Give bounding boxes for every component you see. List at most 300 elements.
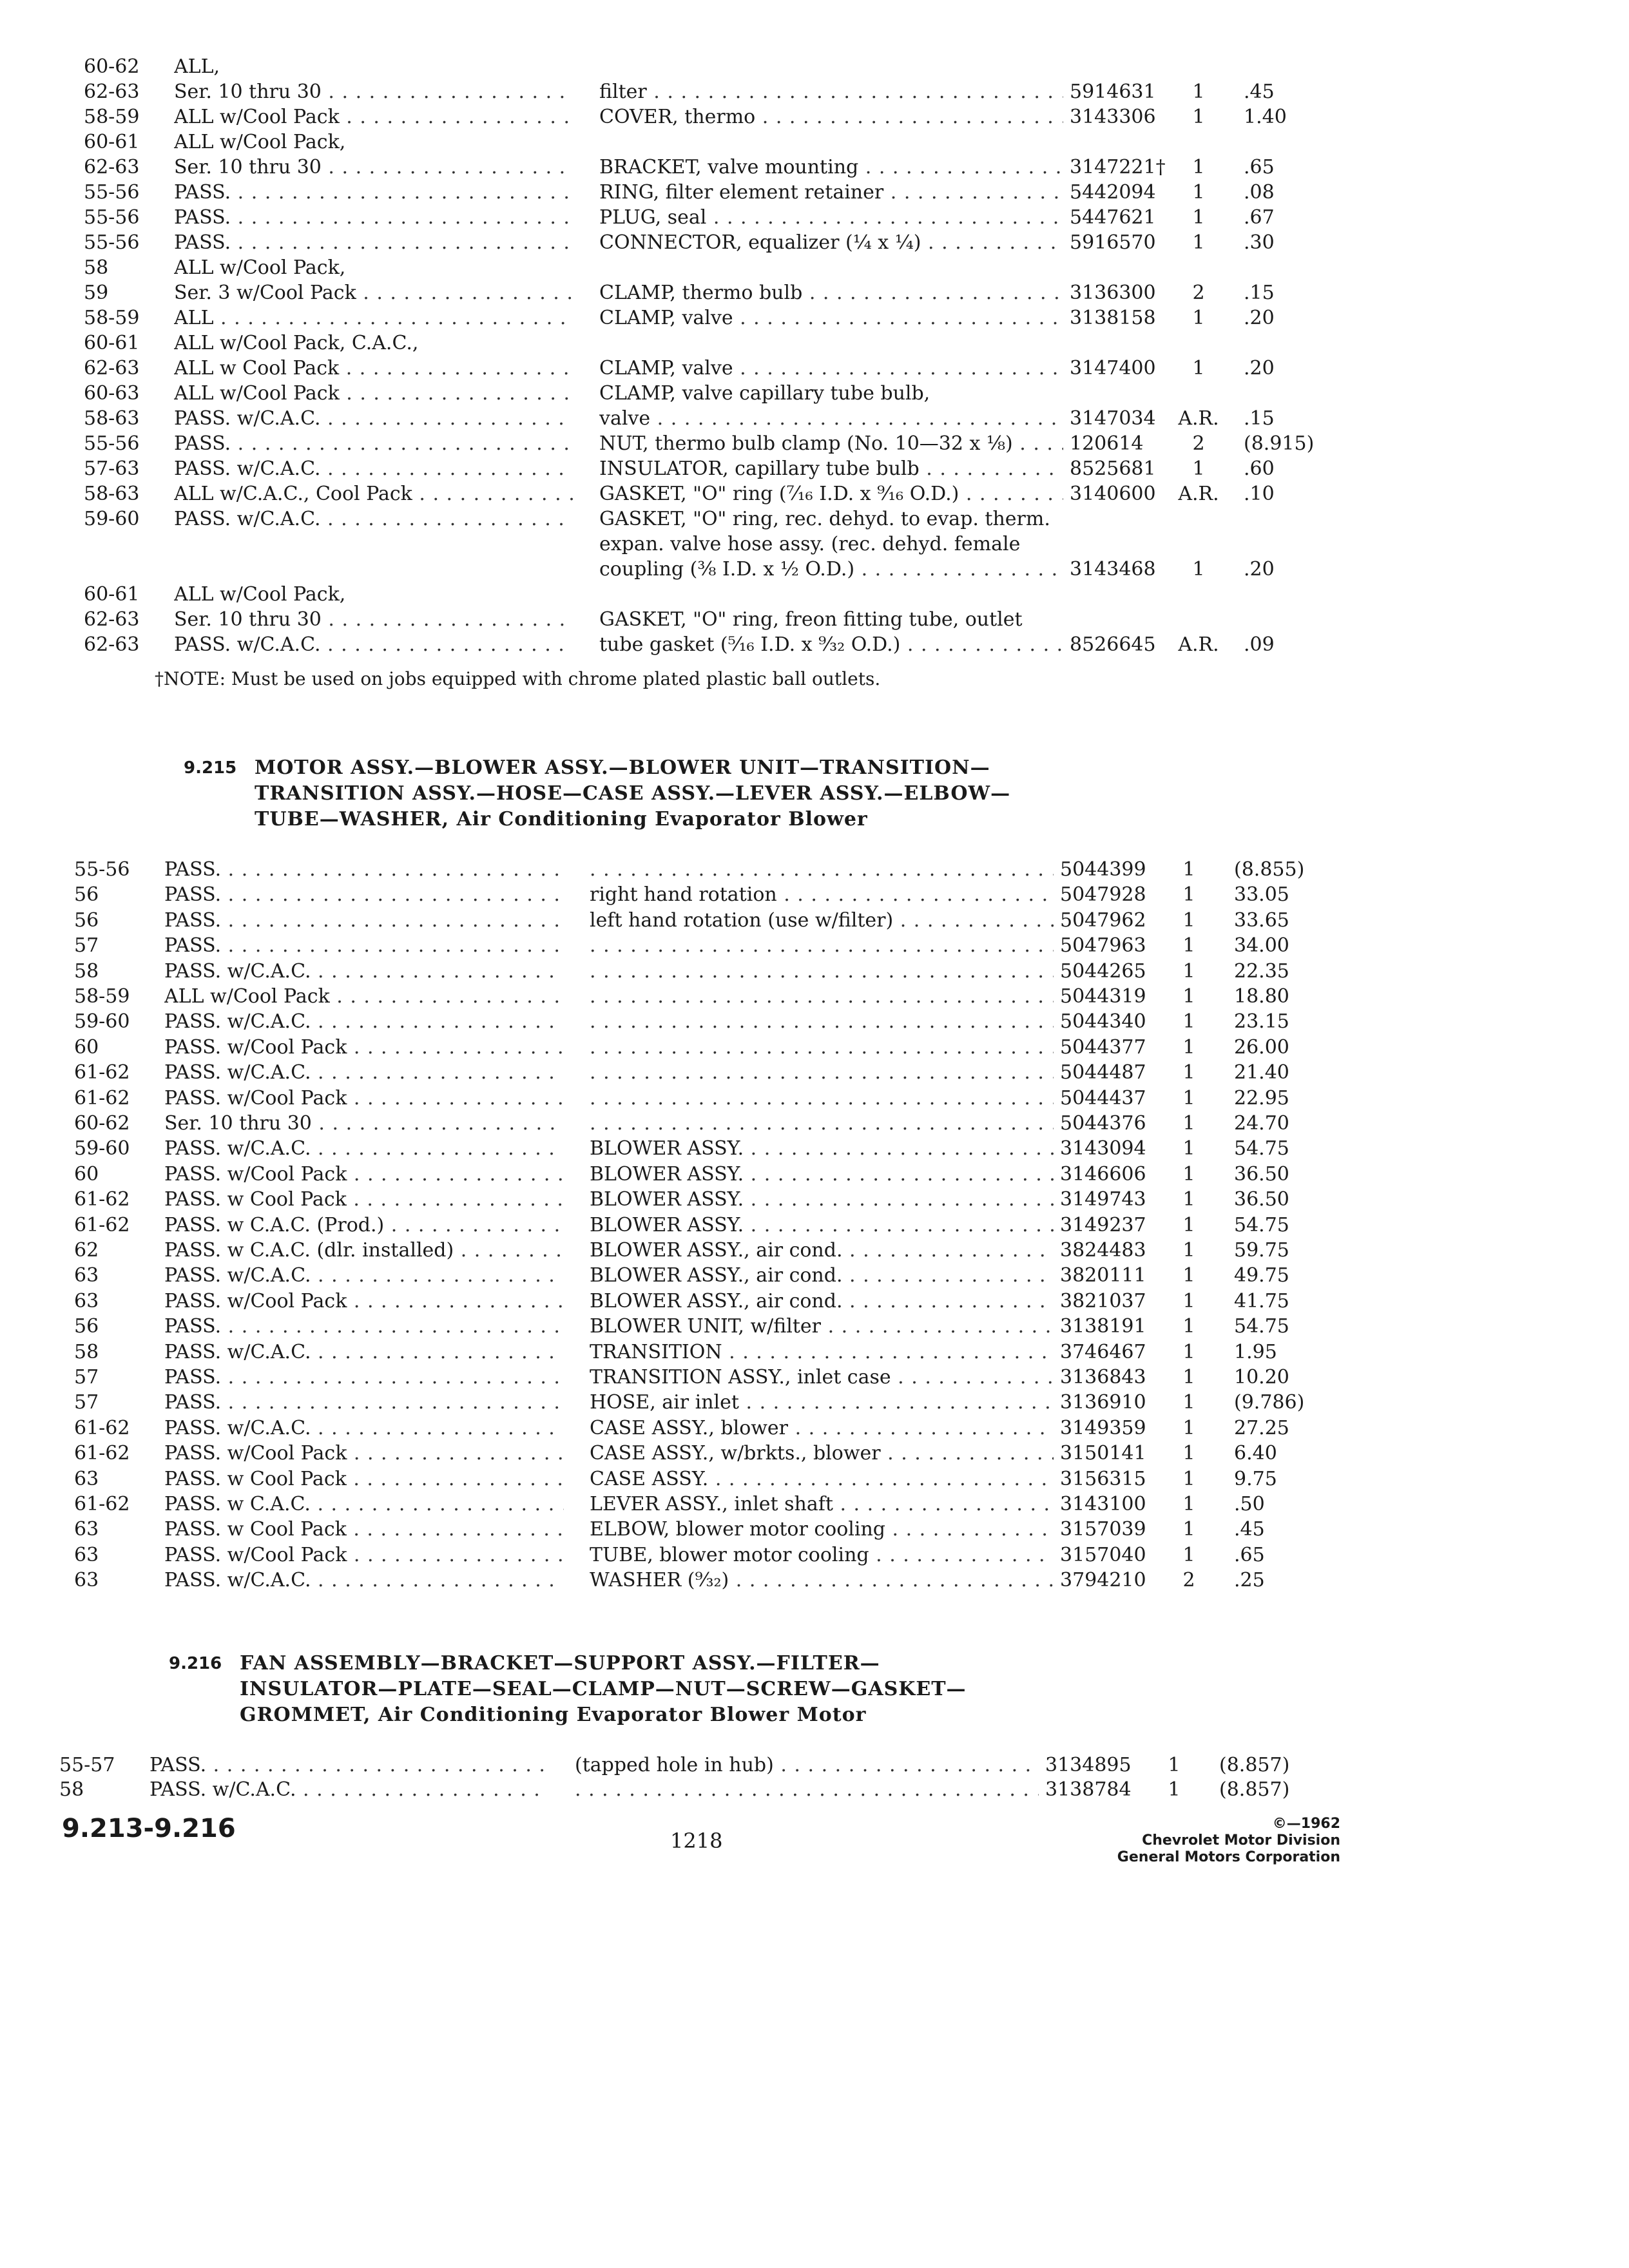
description: left hand rotation (use w/filter) . . . [590,908,1054,934]
quantity: 1 [1182,1442,1195,1465]
section-heading-line-3: GROMMET, Air Conditioning Evaporator Blower Motor [240,1704,867,1726]
model-years: 60-61 [84,332,140,354]
quantity: 1 [1168,1778,1181,1801]
quantity: 1 [1182,1264,1195,1287]
part-number: 3147034 [1070,407,1156,430]
table-row [59,1777,1412,1803]
description: COVER, thermo . . . [599,104,1063,130]
quantity: 1 [1192,81,1205,103]
table-row [84,557,1437,582]
price: .09 [1244,633,1275,656]
application: PASS. . . . [174,230,574,256]
description: TRANSITION ASSY., inlet case . . . [590,1365,1054,1390]
part-number: 3149237 [1060,1213,1146,1236]
part-number: 3136300 [1070,282,1156,304]
quantity: 1 [1182,1315,1195,1338]
application: ALL w/Cool Pack . . . [174,381,574,407]
section-heading-line-3: TUBE—WASHER, Air Conditioning Evaporator Blower [255,808,868,831]
table-row [84,54,1437,80]
model-years: 60-61 [84,131,140,153]
application: PASS. w/Cool Pack . . . [164,1542,564,1568]
application: PASS. w/Cool Pack . . . [164,1086,564,1111]
description: INSULATOR, capillary tube bulb . . . [599,456,1063,482]
model-years: 58-63 [84,407,140,430]
part-number: 3136910 [1060,1391,1146,1414]
application: PASS. w Cool Pack . . . [164,1466,564,1492]
description: CLAMP, thermo bulb . . . [599,280,1063,306]
part-number: 3824483 [1060,1239,1146,1262]
description: BLOWER ASSY. . . . [590,1162,1054,1187]
section-heading-line-1: MOTOR ASSY.—BLOWER ASSY.—BLOWER UNIT—TRANSITION— [255,756,990,779]
application: PASS. w/Cool Pack . . . [164,1441,564,1466]
quantity: 1 [1182,1543,1195,1566]
model-years: 63 [74,1467,99,1490]
application: PASS. . . . [164,882,564,908]
model-years: 60-62 [74,1112,130,1135]
application: PASS. . . . [174,180,574,206]
application: PASS. w C.A.C. (dlr. installed) . . . [164,1238,564,1264]
price: (8.857) [1219,1754,1290,1776]
application: PASS. . . . [164,908,564,934]
price: 41.75 [1234,1289,1289,1312]
application: PASS. w/C.A.C. . . . [164,1263,564,1289]
application: ALL w/C.A.C., Cool Pack . . . [174,481,574,507]
part-number: 3143306 [1070,106,1156,128]
part-number: 3147221† [1070,156,1166,178]
table-row [84,130,1437,155]
application: Ser. 3 w/Cool Pack . . . [174,280,574,306]
table-row [84,305,1437,331]
price: (8.855) [1234,858,1305,881]
model-years: 61-62 [74,1213,130,1236]
price: 33.05 [1234,883,1289,907]
price: .67 [1244,206,1275,229]
table-row [84,331,1437,356]
application: PASS. w/C.A.C. . . . [174,456,574,482]
description: NUT, thermo bulb clamp (No. 10—32 x ⅛) . . . [599,431,1063,457]
model-years: 58-59 [74,985,130,1008]
table-row [84,632,1437,658]
application: PASS. w/C.A.C. . . . [164,1568,564,1593]
description: GASKET, "O" ring, rec. dehyd. to evap. therm. [599,508,1050,530]
model-years: 60-63 [84,382,140,405]
quantity: 1 [1168,1754,1181,1776]
description [590,1009,1054,1035]
table-row [74,908,1427,934]
table-row [84,406,1437,432]
price: .20 [1244,558,1275,581]
price: .20 [1244,307,1275,329]
price: .65 [1234,1543,1265,1566]
application: PASS. w/C.A.C. . . . [174,506,574,532]
page-number: 1218 [670,1829,723,1853]
application: ALL w/Cool Pack, [174,131,346,153]
application: PASS. w C.A.C. (Prod.) . . . [164,1213,564,1238]
part-number: 120614 [1070,432,1144,455]
model-years: 55-57 [59,1754,115,1776]
price: 27.25 [1234,1416,1289,1439]
table-row [74,1466,1427,1492]
price: 9.75 [1234,1467,1277,1490]
quantity: 1 [1182,858,1195,881]
table-row [84,205,1437,231]
application: PASS. w C.A.C. . . . [164,1492,564,1517]
description: tube gasket (⁵⁄₁₆ I.D. x ⁹⁄₃₂ O.D.) . . . [599,632,1063,658]
part-number: 3143100 [1060,1493,1146,1515]
description [590,933,1054,959]
price: .20 [1244,357,1275,380]
quantity: 1 [1182,1391,1195,1414]
description [590,959,1054,985]
application: PASS. . . . [174,205,574,231]
quantity: 1 [1182,1061,1195,1084]
application: PASS. . . . [164,1390,564,1416]
price: .10 [1244,483,1275,505]
part-number: 5916570 [1070,231,1156,254]
quantity: 1 [1182,1010,1195,1033]
model-years: 57 [74,934,99,957]
price: (8.857) [1219,1778,1290,1801]
model-years: 58-63 [84,483,140,505]
table-row [74,933,1427,959]
part-number: 3136843 [1060,1366,1146,1389]
price: (8.915) [1244,432,1315,455]
table-row [74,959,1427,985]
table-row [74,1289,1427,1314]
model-years: 55-56 [74,858,130,881]
part-number: 3146606 [1060,1162,1146,1186]
application: PASS. w/C.A.C. . . . [164,1136,564,1162]
description: BLOWER ASSY. . . . [590,1136,1054,1162]
model-years: 61-62 [74,1416,130,1439]
model-years: 62 [74,1239,99,1262]
application: PASS. w/C.A.C. . . . [164,1340,564,1365]
application: PASS. w/C.A.C. . . . [164,1416,564,1441]
quantity: 1 [1182,883,1195,907]
application: PASS. w Cool Pack . . . [164,1187,564,1213]
model-years: 57 [74,1366,99,1389]
price: .50 [1234,1493,1265,1515]
description: TRANSITION . . . [590,1340,1054,1365]
model-years: 58 [74,959,99,983]
application: ALL w/Cool Pack . . . [164,984,564,1010]
quantity: 1 [1192,558,1205,581]
quantity: 1 [1182,1112,1195,1135]
price: 33.65 [1234,908,1289,932]
table-row [74,1441,1427,1466]
price: 36.50 [1234,1188,1289,1211]
model-years: 60-61 [84,583,140,606]
application: PASS. w/C.A.C. . . . [164,1009,564,1035]
application: PASS. w Cool Pack . . . [164,1517,564,1542]
description [590,1060,1054,1086]
description: BLOWER ASSY., air cond. . . . [590,1263,1054,1289]
part-number: 3138158 [1070,307,1156,329]
description [590,1035,1054,1061]
application: PASS. . . . [164,857,564,883]
price: .08 [1244,181,1275,204]
price: .45 [1244,81,1275,103]
quantity: A.R. [1178,407,1219,430]
quantity: 1 [1192,106,1205,128]
model-years: 61-62 [74,1442,130,1465]
table-row [74,1263,1427,1289]
application: ALL, [174,55,220,78]
table-row [74,1492,1427,1517]
price: .65 [1244,156,1275,178]
description: CASE ASSY., w/brkts., blower . . . [590,1441,1054,1466]
table-row [84,104,1437,130]
model-years: 58 [74,1340,99,1363]
table-row [74,1060,1427,1086]
model-years: 55-56 [84,432,140,455]
quantity: 1 [1192,231,1205,254]
quantity: 1 [1192,457,1205,480]
description: valve . . . [599,406,1063,432]
application: Ser. 10 thru 30 . . . [174,607,574,633]
application: PASS. w/C.A.C. . . . [164,1060,564,1086]
model-years: 60-62 [84,55,140,78]
part-number: 5047928 [1060,883,1146,907]
application: PASS. w/C.A.C. . . . [174,632,574,658]
model-years: 61-62 [74,1493,130,1515]
table-row [84,607,1437,633]
model-years: 62-63 [84,633,140,656]
description: WASHER (⁹⁄₃₂) . . . [590,1568,1054,1593]
quantity: 1 [1182,1162,1195,1186]
part-number: 3138191 [1060,1315,1146,1338]
quantity: 1 [1192,307,1205,329]
model-years: 59 [84,282,109,304]
table-row [74,1314,1427,1340]
price: 1.40 [1244,106,1287,128]
table-row [74,857,1427,883]
application: PASS. . . . [149,1753,549,1778]
quantity: 1 [1182,1086,1195,1110]
application: ALL w Cool Pack . . . [174,356,574,381]
description [590,984,1054,1010]
section-heading-line-2: TRANSITION ASSY.—HOSE—CASE ASSY.—LEVER ASSY.—ELBOW— [255,782,1011,805]
description: PLUG, seal . . . [599,205,1063,231]
application: ALL . . . [174,305,574,331]
price: 1.95 [1234,1340,1277,1363]
description: BLOWER UNIT, w/filter . . . [590,1314,1054,1340]
quantity: A.R. [1178,633,1219,656]
corporation: General Motors Corporation [1117,1849,1340,1865]
part-number: 3134895 [1045,1754,1132,1776]
table-row [74,1009,1427,1035]
description: HOSE, air inlet . . . [590,1390,1054,1416]
part-number: 3746467 [1060,1340,1146,1363]
part-number: 5447621 [1070,206,1156,229]
part-number: 3138784 [1045,1778,1132,1801]
quantity: 1 [1192,357,1205,380]
application: PASS. w/C.A.C. . . . [149,1777,549,1803]
model-years: 61-62 [74,1188,130,1211]
table-row [84,532,1437,557]
application: PASS. . . . [164,933,564,959]
application: Ser. 10 thru 30 . . . [174,155,574,180]
model-years: 57 [74,1391,99,1414]
part-number: 5044319 [1060,985,1146,1008]
description: CASE ASSY., blower . . . [590,1416,1054,1441]
model-years: 55-56 [84,206,140,229]
table-row [74,1162,1427,1187]
price: .60 [1244,457,1275,480]
price: 59.75 [1234,1239,1289,1262]
price: 18.80 [1234,985,1289,1008]
model-years: 55-56 [84,231,140,254]
section-heading-line-2: INSULATOR—PLATE—SEAL—CLAMP—NUT—SCREW—GASKET— [240,1678,967,1700]
model-years: 62-63 [84,81,140,103]
table-row [74,882,1427,908]
price: 21.40 [1234,1061,1289,1084]
quantity: 1 [1182,959,1195,983]
section-range: 9.213-9.216 [62,1814,236,1843]
application: PASS. w/Cool Pack . . . [164,1289,564,1314]
description: BLOWER ASSY. . . . [590,1187,1054,1213]
table-row [74,1187,1427,1213]
quantity: 1 [1192,181,1205,204]
table-row [74,984,1427,1010]
description: LEVER ASSY., inlet shaft . . . [590,1492,1054,1517]
table-row [84,481,1437,507]
table-row [84,79,1437,105]
division: Chevrolet Motor Division [1142,1832,1340,1849]
description: BLOWER ASSY., air cond. . . . [590,1238,1054,1264]
quantity: 1 [1182,1518,1195,1541]
model-years: 59-60 [84,508,140,530]
model-years: 60 [74,1035,99,1059]
description: GASKET, "O" ring, freon fitting tube, outlet [599,608,1023,631]
part-number: 3149359 [1060,1416,1146,1439]
quantity: 1 [1192,156,1205,178]
application: ALL w/Cool Pack, C.A.C., [174,332,419,354]
table-row [74,1340,1427,1365]
model-years: 63 [74,1264,99,1287]
quantity: A.R. [1178,483,1219,505]
price: .45 [1234,1518,1265,1541]
part-number: 5442094 [1070,181,1156,204]
part-number: 3821037 [1060,1289,1146,1312]
table-row [84,180,1437,206]
application: PASS. . . . [164,1314,564,1340]
description: BLOWER ASSY. . . . [590,1213,1054,1238]
price: 22.95 [1234,1086,1289,1110]
table-row [84,280,1437,306]
table-row [74,1517,1427,1542]
application: ALL w/Cool Pack, [174,583,346,606]
table-row [74,1416,1427,1441]
table-row [74,1086,1427,1111]
application: PASS. w/Cool Pack . . . [164,1035,564,1061]
quantity: 1 [1182,1416,1195,1439]
price: (9.786) [1234,1391,1305,1414]
table-row [74,1390,1427,1416]
part-number: 3143468 [1070,558,1156,581]
quantity: 2 [1192,282,1205,304]
application: Ser. 10 thru 30 . . . [164,1111,564,1137]
table-row [74,1111,1427,1137]
part-number: 5044437 [1060,1086,1146,1110]
description: GASKET, "O" ring (⁷⁄₁₆ I.D. x ⁹⁄₁₆ O.D.) . . . [599,481,1063,507]
model-years: 61-62 [74,1086,130,1110]
application: PASS. w/C.A.C. . . . [174,406,574,432]
table-row [74,1136,1427,1162]
part-number: 5914631 [1070,81,1156,103]
model-years: 58-59 [84,307,140,329]
description: CLAMP, valve . . . [599,305,1063,331]
model-years: 59-60 [74,1010,130,1033]
quantity: 2 [1182,1569,1195,1592]
application: PASS. . . . [164,1365,564,1390]
price: .15 [1244,282,1275,304]
model-years: 63 [74,1289,99,1312]
description: CLAMP, valve capillary tube bulb, [599,382,930,405]
quantity: 1 [1182,1213,1195,1236]
price: 10.20 [1234,1366,1289,1389]
model-years: 55-56 [84,181,140,204]
description [590,857,1054,883]
model-years: 62-63 [84,156,140,178]
model-years: 63 [74,1518,99,1541]
part-number: 3143094 [1060,1137,1146,1160]
model-years: 57-63 [84,457,140,480]
description: BRACKET, valve mounting . . . [599,155,1063,180]
publisher-block [967,1816,1340,1866]
quantity: 1 [1182,934,1195,957]
application: PASS. w/Cool Pack . . . [164,1162,564,1187]
table-row [84,381,1437,407]
part-number: 3140600 [1070,483,1156,505]
model-years: 62-63 [84,608,140,631]
description: BLOWER ASSY., air cond. . . . [590,1289,1054,1314]
price: .25 [1234,1569,1265,1592]
quantity: 1 [1182,1493,1195,1515]
model-years: 56 [74,908,99,932]
model-years: 62-63 [84,357,140,380]
part-number: 5044377 [1060,1035,1146,1059]
price: 36.50 [1234,1162,1289,1186]
model-years: 60 [74,1162,99,1186]
description: filter . . . [599,79,1063,105]
part-number: 3794210 [1060,1569,1146,1592]
price: .15 [1244,407,1275,430]
part-number: 5044340 [1060,1010,1146,1033]
price: 34.00 [1234,934,1289,957]
part-number: 3156315 [1060,1467,1146,1490]
price: 22.35 [1234,959,1289,983]
table-row [84,155,1437,180]
description: TUBE, blower motor cooling . . . [590,1542,1054,1568]
price: 24.70 [1234,1112,1289,1135]
price: 54.75 [1234,1137,1289,1160]
part-number: 5044399 [1060,858,1146,881]
price: 54.75 [1234,1213,1289,1236]
part-number: 5044487 [1060,1061,1146,1084]
model-years: 56 [74,883,99,907]
application: ALL w/Cool Pack . . . [174,104,574,130]
part-number: 8526645 [1070,633,1156,656]
quantity: 1 [1182,1035,1195,1059]
model-years: 63 [74,1569,99,1592]
application: Ser. 10 thru 30 . . . [174,79,574,105]
part-number: 5047962 [1060,908,1146,932]
description: right hand rotation . . . [590,882,1054,908]
model-years: 56 [74,1315,99,1338]
table-row [84,356,1437,381]
table-row [74,1365,1427,1390]
